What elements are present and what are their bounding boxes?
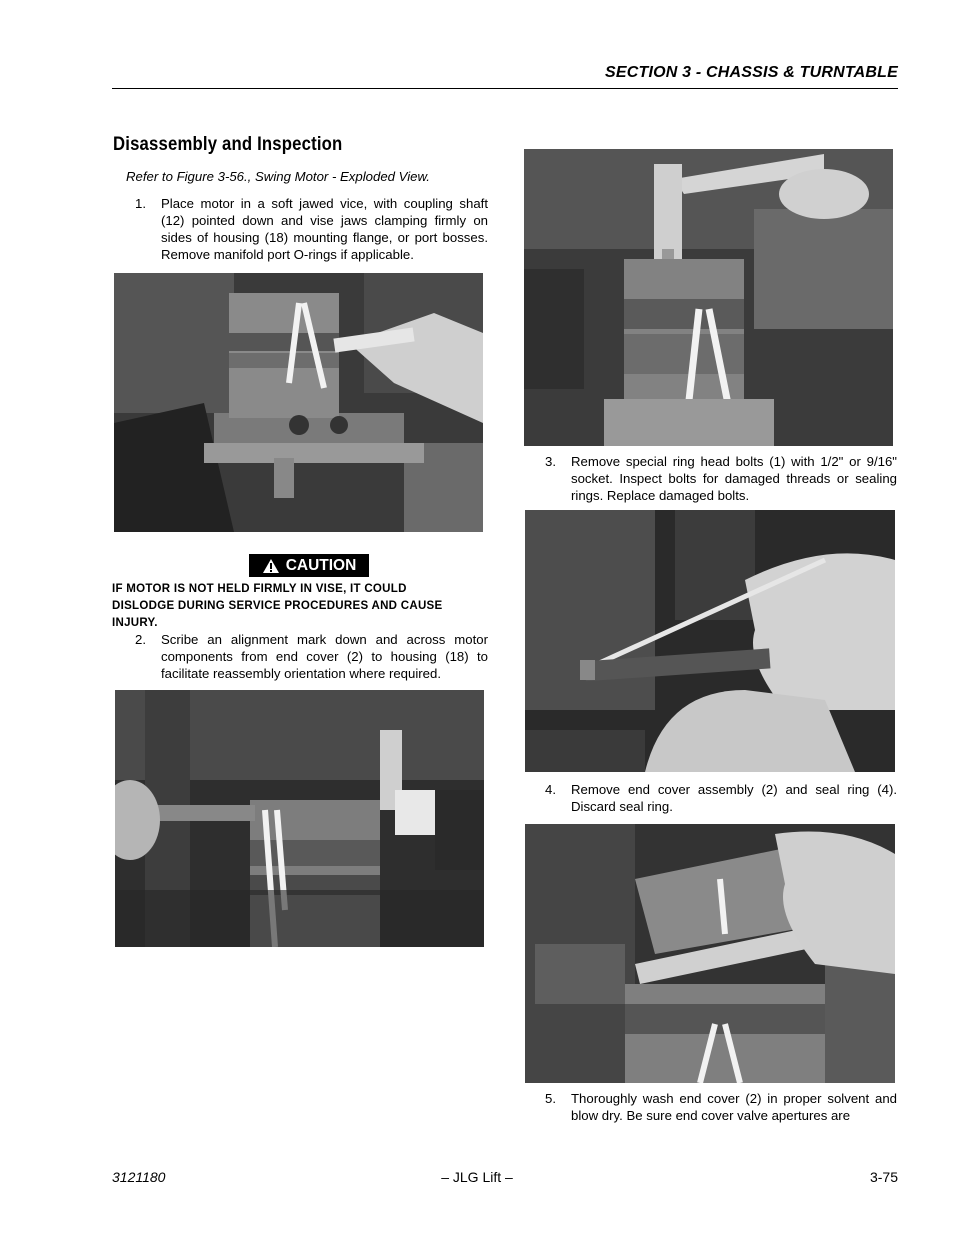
footer-doc-number: 3121180	[112, 1169, 166, 1185]
step-1	[135, 195, 488, 263]
step-4	[545, 781, 897, 815]
step-3-number: 3.	[545, 454, 556, 469]
step-4-number: 4.	[545, 782, 556, 797]
photo-inspect-bolt	[525, 510, 895, 772]
step-3-text: Remove special ring head bolts (1) with 1/2" or 9/16" socket. Inspect bolts for damaged threads or sealing rings. Replace damaged bolts.	[571, 454, 897, 503]
warning-triangle-icon	[262, 558, 280, 574]
footer-page-number: 3-75	[869, 1169, 898, 1185]
photo-scribe-alignment	[115, 690, 484, 947]
step-2-number: 2.	[135, 632, 146, 647]
step-1-text: Place motor in a soft jawed vice, with coupling shaft (12) pointed down and vise jaws clamping firmly on sides of housing (18) mounting flange, or port bosses. Remove manifold port O-rings if applicable.	[161, 196, 488, 262]
step-5-number: 5.	[545, 1091, 556, 1106]
step-1-number: 1.	[135, 196, 146, 211]
caution-label: CAUTION	[285, 556, 357, 574]
photo-remove-end-cover	[525, 824, 895, 1083]
step-2-text: Scribe an alignment mark down and across motor components from end cover (2) to housing (18) to facilitate reassembly orientation where required.	[161, 632, 488, 681]
figure-reference: Refer to Figure 3-56., Swing Motor - Exploded View.	[126, 169, 430, 184]
header-rule	[112, 88, 898, 89]
step-5-text: Thoroughly wash end cover (2) in proper solvent and blow dry. Be sure end cover valve apertures are	[571, 1091, 897, 1123]
footer-publisher: – JLG Lift –	[441, 1169, 513, 1185]
step-2	[135, 631, 488, 682]
step-3	[545, 453, 897, 504]
step-5	[545, 1090, 897, 1124]
photo-remove-bolts	[524, 149, 893, 446]
section-heading: Disassembly and Inspection	[113, 134, 343, 155]
photo-motor-in-vise	[114, 273, 483, 532]
caution-text: IF MOTOR IS NOT HELD FIRMLY IN VISE, IT COULD DISLODGE DURING SERVICE PROCEDURES AND CAUSE INJURY.	[112, 581, 443, 629]
section-header-title: SECTION 3 - CHASSIS & TURNTABLE	[604, 64, 898, 81]
caution-badge	[249, 554, 369, 577]
step-4-text: Remove end cover assembly (2) and seal ring (4). Discard seal ring.	[571, 782, 897, 814]
